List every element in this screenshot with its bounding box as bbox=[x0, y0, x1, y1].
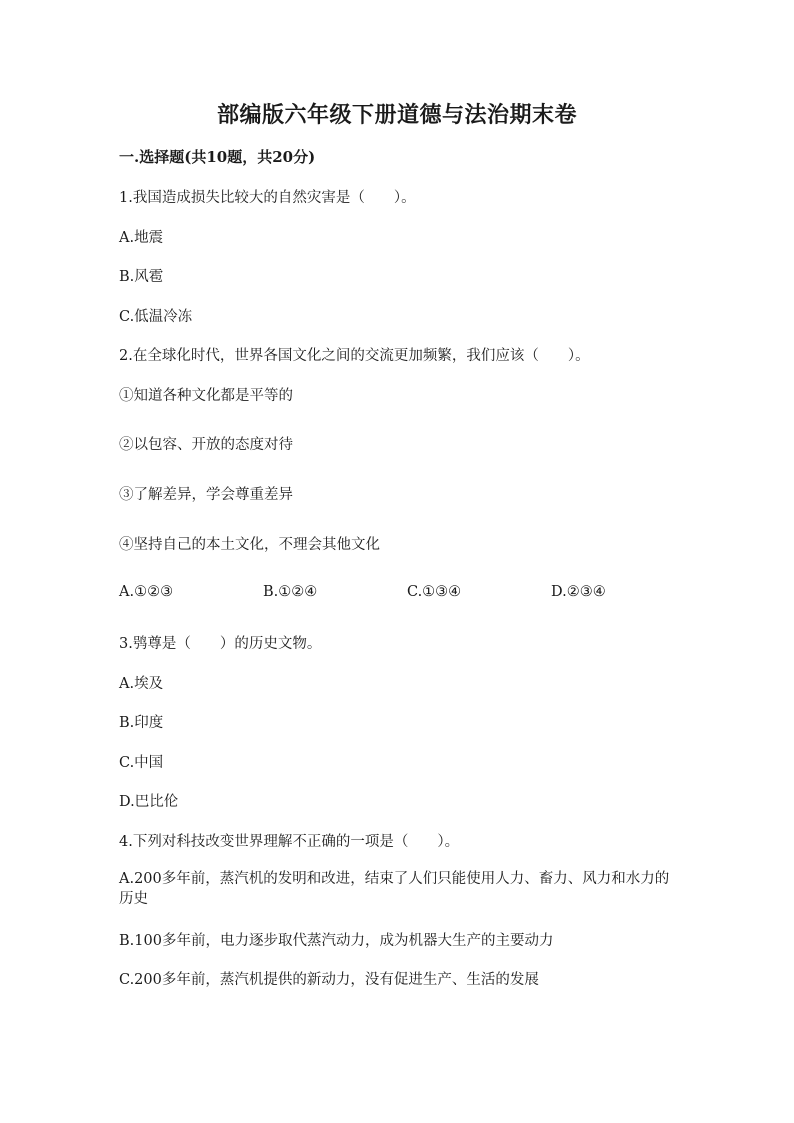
question-2-option-b: B.①②④ bbox=[263, 584, 318, 600]
question-1-option-c: C.低温冷冻 bbox=[119, 309, 193, 325]
question-4-option-c: C.200多年前，蒸汽机提供的新动力，没有促进生产、生活的发展 bbox=[119, 972, 539, 988]
question-2-statement-2: ②以包容、开放的态度对待 bbox=[119, 437, 293, 453]
question-1-option-b: B.风雹 bbox=[119, 269, 164, 285]
question-3-option-c: C.中国 bbox=[119, 755, 164, 771]
question-3-stem: 3.鸮尊是（ ）的历史文物。 bbox=[119, 636, 322, 652]
question-2-statement-1: ①知道各种文化都是平等的 bbox=[119, 388, 293, 404]
question-4-stem: 4.下列对科技改变世界理解不正确的一项是（ ）。 bbox=[119, 834, 460, 850]
question-4-option-b: B.100多年前，电力逐步取代蒸汽动力，成为机器大生产的主要动力 bbox=[119, 933, 554, 949]
section-heading: 一.选择题(共10题，共20分) bbox=[119, 148, 316, 166]
question-2-stem: 2.在全球化时代，世界各国文化之间的交流更加频繁，我们应该（ ）。 bbox=[119, 348, 590, 364]
question-2-statement-4: ④坚持自己的本土文化，不理会其他文化 bbox=[119, 537, 380, 553]
question-2-option-a: A.①②③ bbox=[119, 584, 174, 600]
question-1-option-a: A.地震 bbox=[119, 230, 164, 246]
question-2-statement-3: ③了解差异，学会尊重差异 bbox=[119, 487, 293, 503]
question-1-stem: 1.我国造成损失比较大的自然灾害是（ ）。 bbox=[119, 190, 416, 206]
question-4-option-a: A.200多年前，蒸汽机的发明和改进，结束了人们只能使用人力、畜力、风力和水力的历史 bbox=[119, 871, 670, 907]
question-2-option-c: C.①③④ bbox=[407, 584, 462, 600]
question-3-option-a: A.埃及 bbox=[119, 676, 164, 692]
page-title: 部编版六年级下册道德与法治期末卷 bbox=[216, 102, 577, 128]
question-2-option-d: D.②③④ bbox=[551, 584, 606, 600]
question-3-option-d: D.巴比伦 bbox=[119, 794, 179, 810]
question-3-option-b: B.印度 bbox=[119, 715, 164, 731]
